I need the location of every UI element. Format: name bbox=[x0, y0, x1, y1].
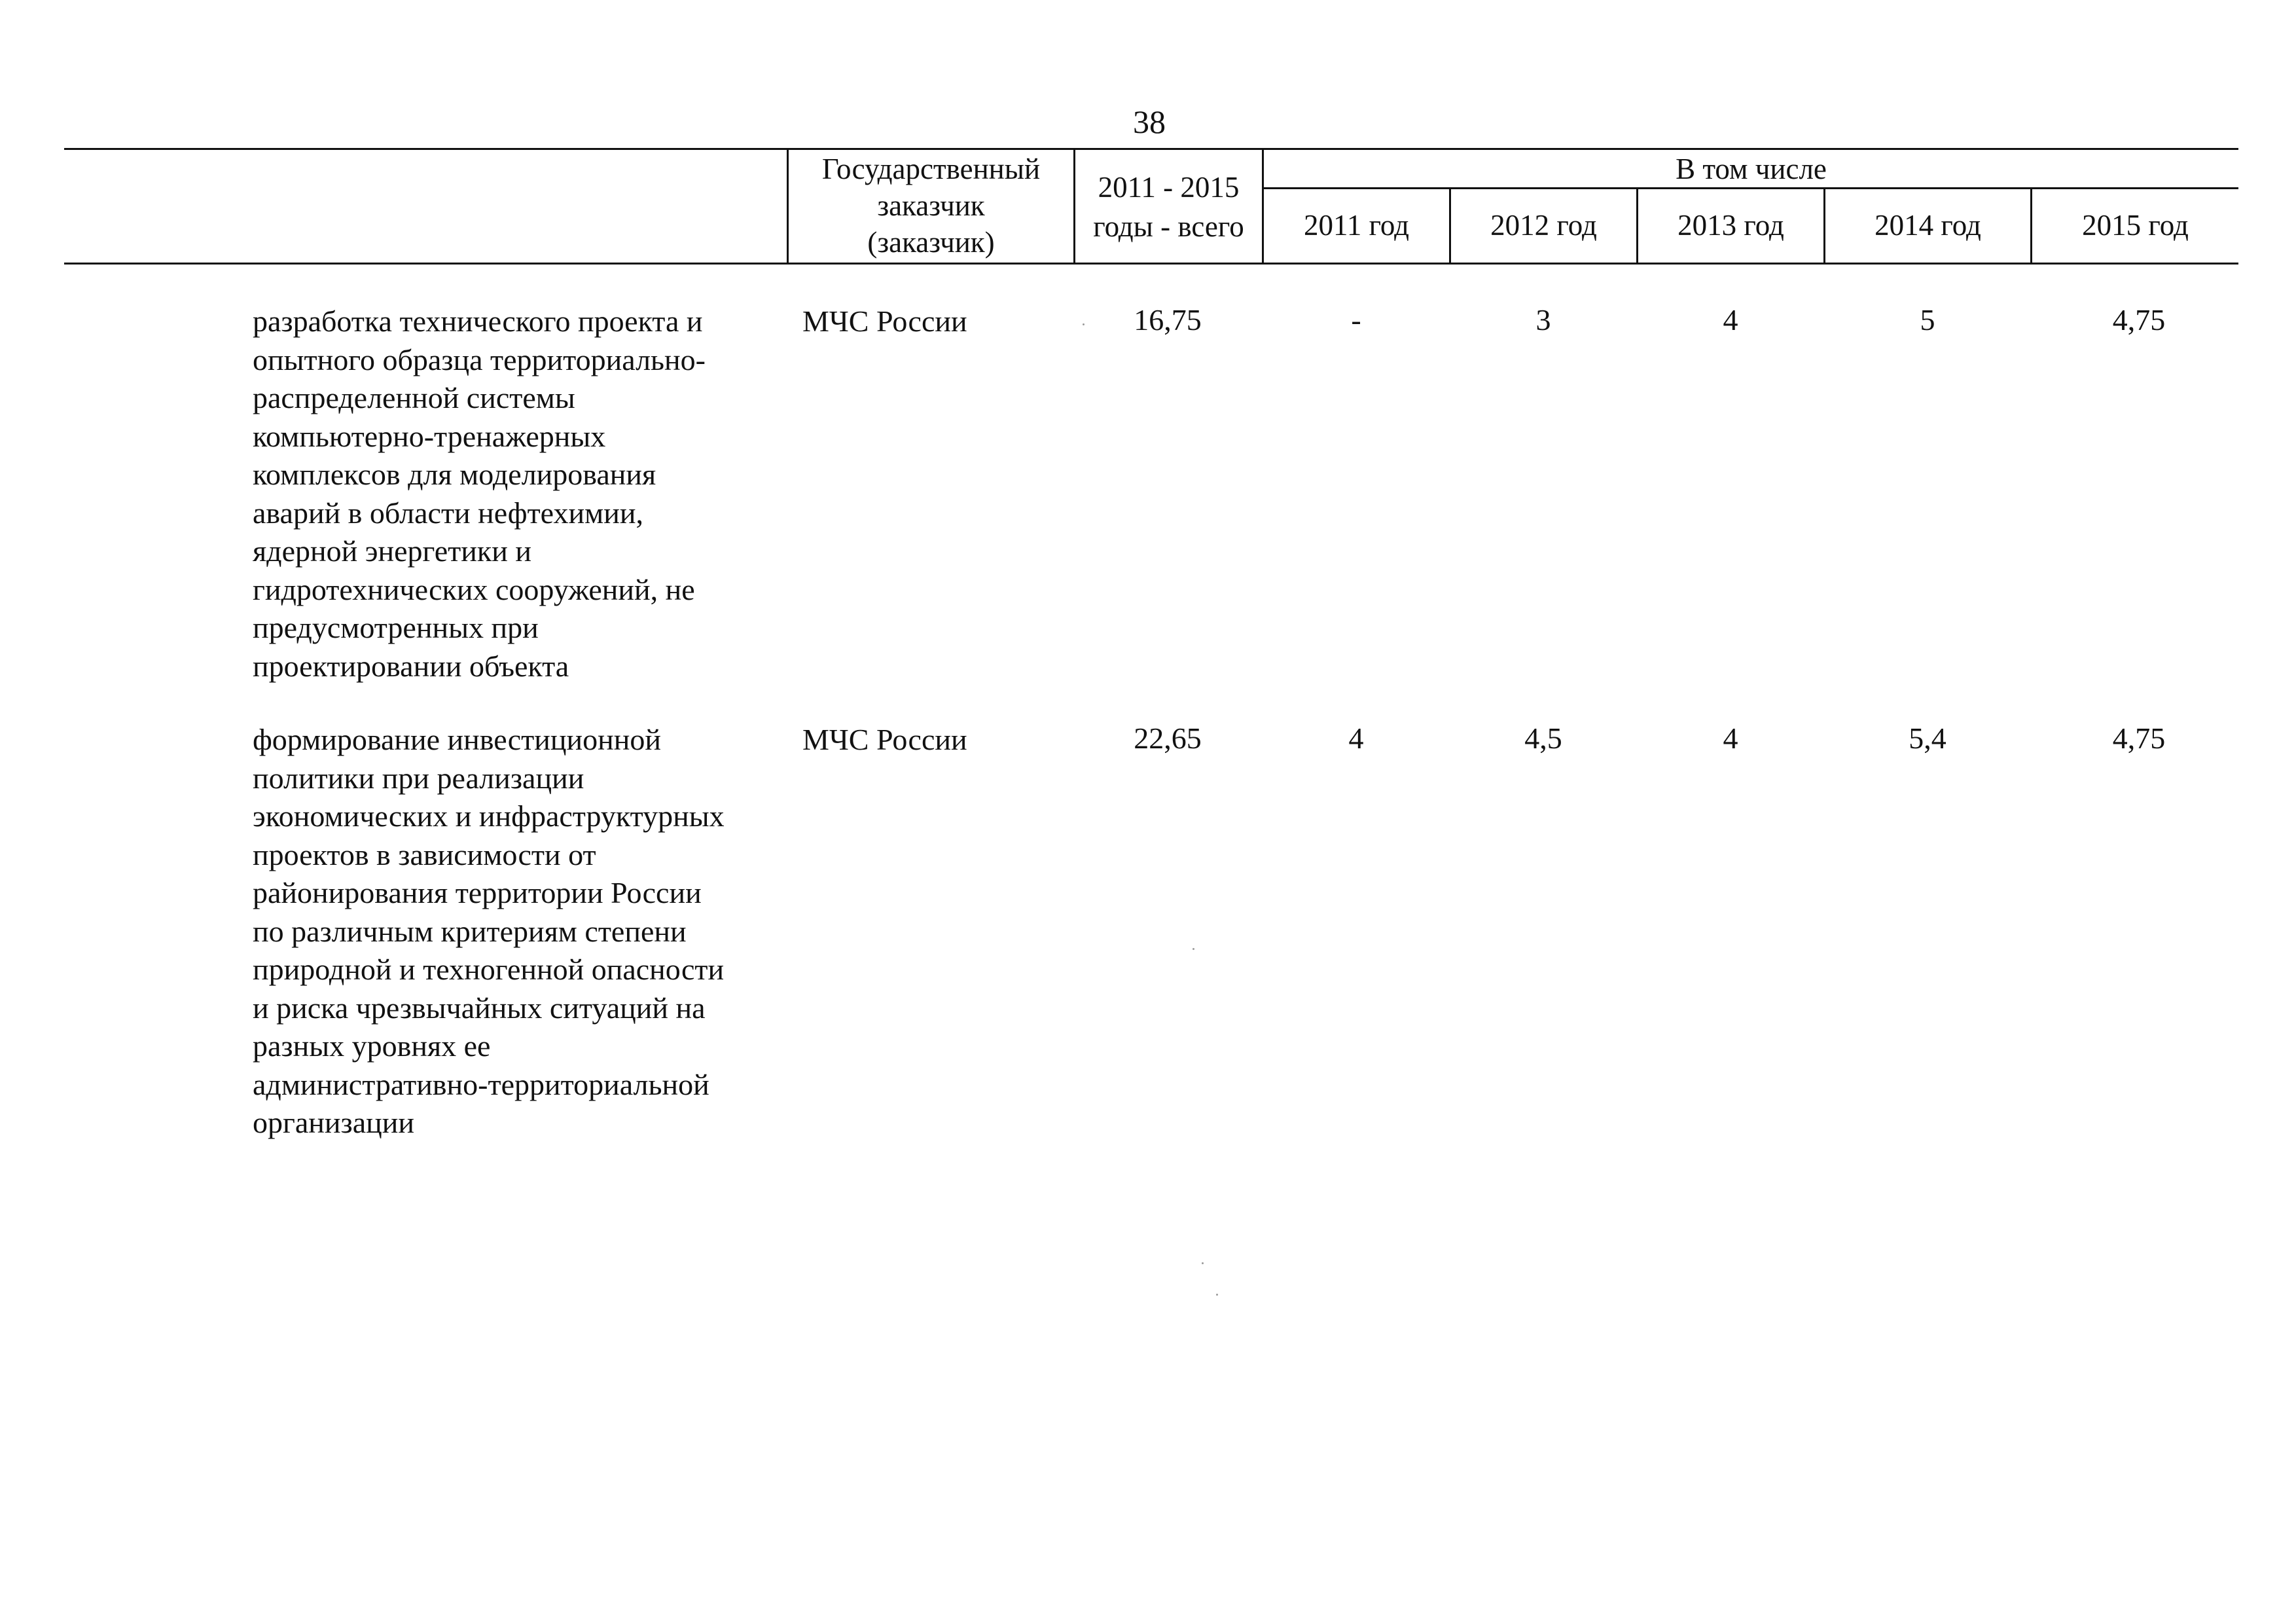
row-2-value-2012: 4,5 bbox=[1524, 721, 1562, 755]
header-year-2013: 2013 год bbox=[1677, 209, 1784, 242]
header-customer: Государственный заказчик (заказчик) bbox=[821, 153, 1041, 259]
row-1-value-2015: 4,75 bbox=[2112, 303, 2166, 337]
page-number: 38 bbox=[1133, 103, 1166, 140]
table-top-rule bbox=[64, 148, 2238, 150]
row-1-value-2014: 5 bbox=[1920, 303, 1935, 337]
row-1-value-2013: 4 bbox=[1723, 303, 1738, 337]
row-2-value-2013: 4 bbox=[1723, 721, 1738, 755]
row-2-total: 22,65 bbox=[1134, 721, 1202, 755]
header-year-2011: 2011 год bbox=[1303, 209, 1409, 242]
row-1-total: 16,75 bbox=[1134, 303, 1202, 337]
row-2-value-2014: 5,4 bbox=[1909, 721, 1946, 755]
row-1-value-2011: - bbox=[1351, 303, 1361, 337]
row-2-description: формирование инвестиционной политики при реализации экономических и инфраструктурных проектов в зависимости от районирования территории России по различным критериям степени природной и техногенной опасности и риска чрезвычайных ситуаций на разных уровнях ее административно-территориальной организации bbox=[253, 723, 725, 1139]
row-1-description: разработка технического проекта и опытного образца территориально- распределенной системы компьютерно-тренажерных комплексов для моделирования аварий в области нефтехимии, ядерной энергетики и гидротехнических сооружений, не предусмотренных при проектировании объекта bbox=[253, 304, 706, 683]
scan-speck bbox=[1193, 948, 1194, 950]
header-year-2014: 2014 год bbox=[1874, 209, 1981, 242]
header-year-2015: 2015 год bbox=[2082, 209, 2189, 242]
row-1-customer: МЧС России bbox=[802, 304, 967, 338]
scan-speck bbox=[1202, 1262, 1204, 1264]
subheader-rule bbox=[1263, 187, 2238, 189]
header-year-2012: 2012 год bbox=[1490, 209, 1597, 242]
header-group: В том числе bbox=[1676, 153, 1827, 185]
scan-speck bbox=[1216, 1294, 1218, 1296]
row-1-value-2012: 3 bbox=[1535, 303, 1551, 337]
scan-speck bbox=[1083, 323, 1085, 325]
header-total: 2011 - 2015 годы - всего bbox=[1093, 171, 1244, 243]
table-header-bottom-rule bbox=[64, 263, 2238, 264]
row-2-value-2015: 4,75 bbox=[2112, 721, 2166, 755]
row-2-customer: МЧС России bbox=[802, 723, 967, 756]
row-2-value-2011: 4 bbox=[1348, 721, 1364, 755]
